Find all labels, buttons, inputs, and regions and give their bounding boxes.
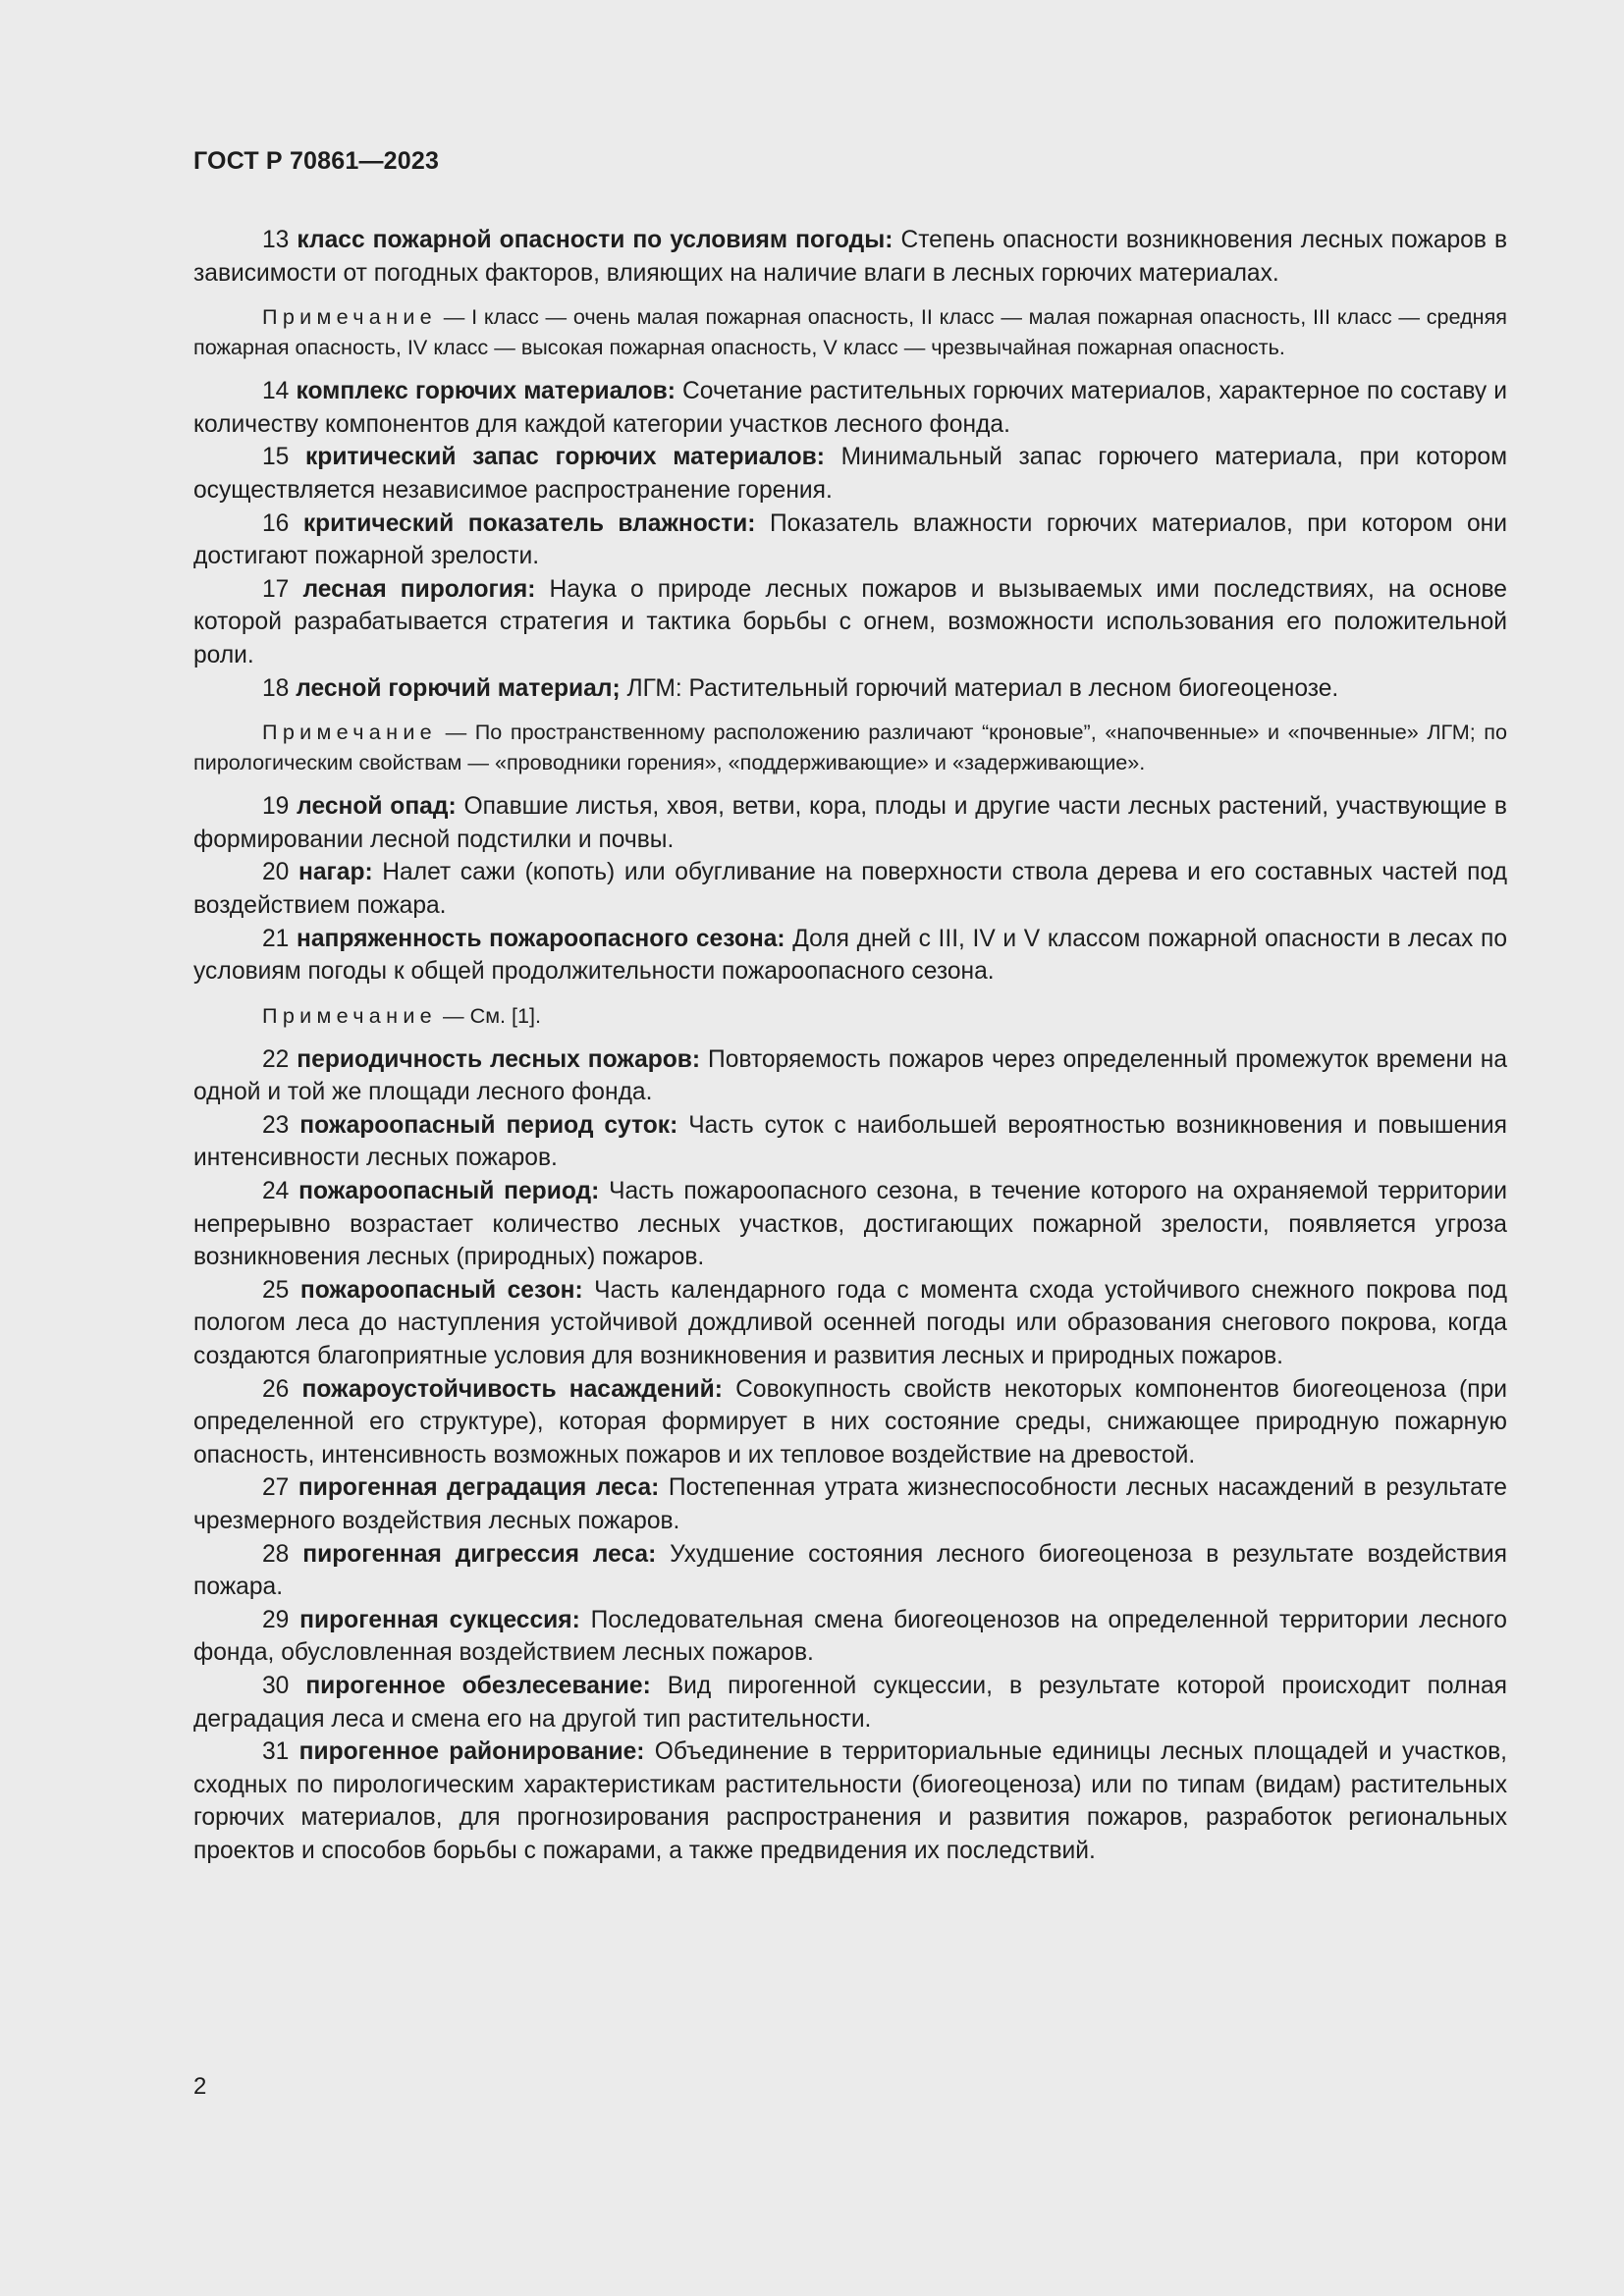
term-entry (193, 1735, 1507, 1867)
term-title: нагар: (298, 859, 373, 886)
term-entry (193, 856, 1507, 922)
term-entry (193, 672, 1507, 706)
term-entry (193, 1373, 1507, 1472)
term-definition: Степень опасности возникновения лесных пожаров в зависимости от погодных факторов, влияющих на наличие влаги в лесных горючих материалах. (193, 227, 1508, 287)
term-definition: Часть пожароопасного сезона, в течение которого на охраняемой территории непрерывно возрастает количество лесных участков, достигающих пожарной зрелости, появляется угроза возникновения лесных (природных) пожаров. (193, 1178, 1507, 1271)
term-entry (193, 573, 1507, 672)
term-title: лесной горючий материал; (296, 674, 621, 702)
note-label: Примечание (262, 1002, 437, 1028)
term-title: пожароопасный сезон: (299, 1276, 583, 1304)
term-number: 17 (262, 575, 290, 603)
term-definition: Опавшие листья, хвоя, ветви, кора, плоды и другие части лесных растений, участвующие в формировании лесной подстилки и почвы. (193, 793, 1507, 853)
term-title: пирогенная сукцессия: (299, 1606, 580, 1633)
term-definition: Часть суток с наибольшей вероятностью возникновения и повышения интенсивности лесных пожаров. (193, 1111, 1507, 1172)
term-definition: Постепенная утрата жизнеспособности лесных насаждений в результате чрезмерного воздействия лесных пожаров. (193, 1474, 1507, 1534)
term-definition: Объединение в территориальные единицы лесных площадей и участков, сходных по пирологическим характеристикам растительности (биогеоценоза) или по типам (видам) растительных горючих материалов, для прогнозирования распространения и развития пожаров, разработок региональных проектов и способов борьбы с пожарами, а также предвидения их последствий. (193, 1738, 1507, 1864)
term-entry (193, 1043, 1507, 1109)
term-definition: Налет сажи (копоть) или обугливание на поверхности ствола дерева и его составных частей под воздействием пожара. (193, 859, 1507, 919)
term-entry (193, 790, 1507, 856)
term-title: пирогенная деградация леса: (298, 1474, 660, 1502)
term-number: 31 (262, 1738, 290, 1766)
note-text: I класс — очень малая пожарная опасность, II класс — малая пожарная опасность, III класс — средняя пожарная опасность, IV класс — высокая пожарная опасность, V класс — чрезвычайная пожарная опасность. (193, 304, 1507, 360)
term-title: периодичность лесных пожаров: (297, 1045, 701, 1073)
term-entry (193, 1538, 1507, 1604)
term-entry (193, 1471, 1507, 1537)
term-entry (193, 441, 1507, 507)
term-entry (193, 1670, 1507, 1735)
term-entry (193, 923, 1507, 988)
term-title: критический запас горючих материалов: (304, 444, 825, 471)
note-dash: — (437, 720, 475, 745)
term-number: 21 (262, 925, 290, 952)
term-note (193, 1000, 1507, 1031)
term-title: комплекс горючих материалов: (296, 378, 676, 405)
term-note (193, 301, 1507, 362)
term-entry (193, 1109, 1507, 1175)
note-dash: — (437, 304, 472, 330)
term-note (193, 717, 1507, 777)
term-title: пирогенная дигрессия леса: (302, 1540, 657, 1568)
term-number: 20 (262, 859, 290, 886)
term-entry (193, 224, 1507, 290)
term-title: пожароопасный период: (298, 1178, 600, 1205)
term-number: 22 (262, 1045, 290, 1073)
term-number: 18 (262, 674, 290, 702)
term-number: 24 (262, 1178, 290, 1205)
note-label: Примечание (262, 720, 437, 745)
term-title: напряженность пожароопасного сезона: (297, 925, 785, 952)
term-entry (193, 1175, 1507, 1274)
terms-list (193, 224, 1507, 1868)
term-title: класс пожарной опасности по условиям погоды: (297, 227, 893, 253)
note-label: Примечание (262, 304, 437, 330)
note-dash: — (437, 1002, 470, 1028)
term-definition: Совокупность свойств некоторых компонентов биогеоценоза (при определенной его структуре), которая формирует в них состояние среды, снижающее природную пожарную опасность, интенсивность возможных пожаров и их тепловое воздействие на древостой. (193, 1375, 1507, 1468)
term-number: 15 (262, 444, 290, 471)
note-text: См. [1]. (469, 1002, 542, 1028)
document-id-header: ГОСТ Р 70861—2023 (193, 147, 440, 175)
term-definition: Вид пирогенной сукцессии, в результате которой происходит полная деградация леса и смена его на другой тип растительности. (193, 1672, 1507, 1733)
term-number: 19 (262, 793, 290, 821)
term-number: 28 (262, 1540, 290, 1568)
term-entry (193, 507, 1507, 573)
term-number: 14 (262, 378, 290, 405)
term-entry (193, 1604, 1507, 1670)
term-number: 13 (262, 227, 290, 253)
term-definition: Минимальный запас горючего материала, при котором осуществляется независимое распространение горения. (193, 444, 1507, 504)
term-number: 23 (262, 1111, 290, 1139)
term-definition: Доля дней с III, IV и V классом пожарной опасности в лесах по условиям погоды к общей продолжительности пожароопасного сезона. (193, 925, 1507, 986)
term-title: критический показатель влажности: (302, 509, 756, 537)
term-title: пирогенное обезлесевание: (305, 1672, 651, 1699)
term-number: 16 (262, 509, 290, 537)
term-number: 26 (262, 1375, 290, 1403)
term-title: пирогенное районирование: (298, 1738, 645, 1766)
term-definition: Часть календарного года с момента схода устойчивого снежного покрова под пологом леса до наступления устойчивой дождливой осенней погоды или образования снегового покрова, когда создаются благоприятные условия для возникновения и развития лесных и природных пожаров. (193, 1276, 1507, 1370)
term-title: лесная пирология: (302, 575, 536, 603)
term-title: пожароопасный период суток: (299, 1111, 678, 1139)
term-definition: Наука о природе лесных пожаров и вызываемых ими последствиях, на основе которой разрабатывается стратегия и тактика борьбы с огнем, возможности использования его положительной роли. (193, 575, 1507, 668)
page-number: 2 (193, 2073, 207, 2100)
term-number: 29 (262, 1606, 290, 1633)
term-definition: Ухудшение состояния лесного биогеоценоза в результате воздействия пожара. (193, 1540, 1507, 1601)
term-entry (193, 375, 1507, 441)
term-number: 27 (262, 1474, 290, 1502)
term-number: 30 (262, 1672, 290, 1699)
term-title: лесной опад: (297, 793, 457, 821)
term-entry (193, 1274, 1507, 1373)
term-definition: Последовательная смена биогеоценозов на определенной территории лесного фонда, обусловленная воздействием лесных пожаров. (193, 1606, 1507, 1667)
term-definition: Сочетание растительных горючих материалов, характерное по составу и количеству компонентов для каждой категории участков лесного фонда. (193, 378, 1507, 438)
term-definition: ЛГМ: Растительный горючий материал в лесном биогеоценозе. (626, 674, 1339, 702)
term-number: 25 (262, 1276, 290, 1304)
term-definition: Показатель влажности горючих материалов, при котором они достигают пожарной зрелости. (193, 509, 1508, 570)
note-text: По пространственному расположению различают “кроновые”, «напочвенные» и «почвенные» ЛГМ; по пирологическим свойствам — «проводники горения», «поддерживающие» и «задерживающие». (193, 720, 1507, 775)
term-definition: Повторяемость пожаров через определенный промежуток времени на одной и той же площади лесного фонда. (193, 1045, 1507, 1106)
term-title: пожароустойчивость насаждений: (301, 1375, 723, 1403)
